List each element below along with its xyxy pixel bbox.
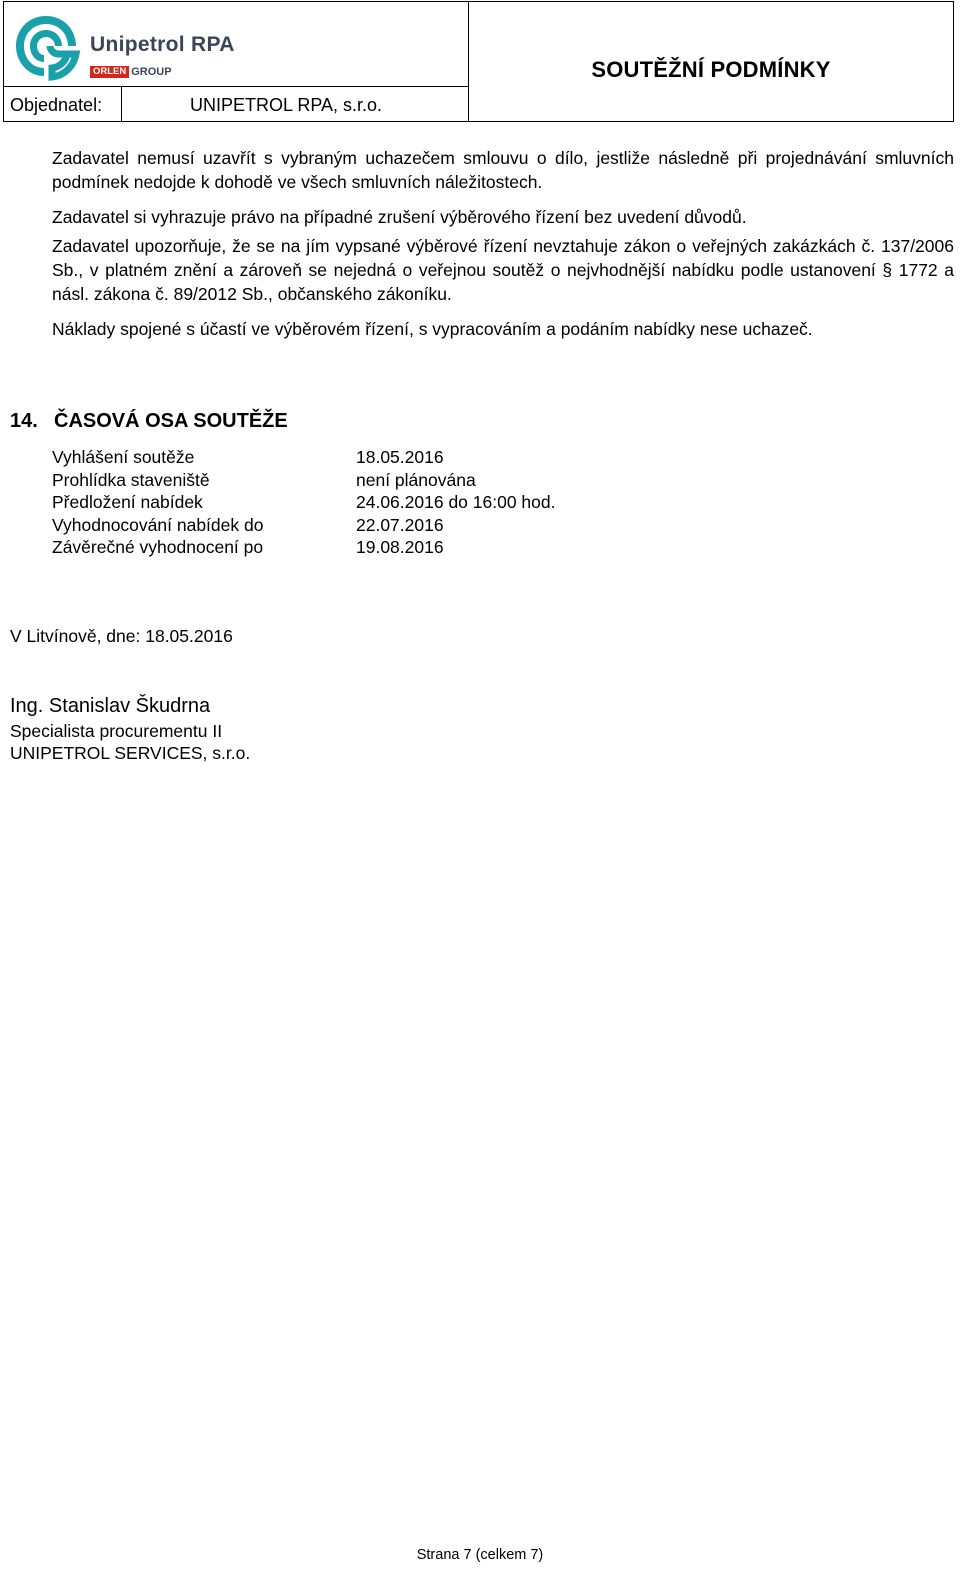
section-title: ČASOVÁ OSA SOUTĚŽE bbox=[54, 410, 288, 432]
timeline-label: Předložení nabídek bbox=[52, 492, 203, 512]
signatory-organization: UNIPETROL SERVICES, s.r.o. bbox=[10, 743, 251, 763]
paragraph-contract: Zadavatel nemusí uzavřít s vybraným uchazečem smlouvu o dílo, jestliže následně při projednávání smluvních podmínek nedojde k dohodě ve všech smluvních náležitostech. bbox=[52, 148, 954, 192]
paragraph-costs: Náklady spojené s účastí ve výběrovém řízení, s vypracováním a podáním nabídky nese uchazeč. bbox=[52, 319, 813, 339]
paragraph-law-notice: Zadavatel upozorňuje, že se na jím vypsané výběrové řízení nevztahuje zákon o veřejných zakázkách č. 137/2006 Sb., v platném znění a zároveň se nejedná o veřejnou soutěž o nejvhodnější nabídku podle ustanovení § 1772 a násl. zákona č. 89/2012 Sb., občanského zákoníku. bbox=[52, 236, 954, 304]
client-label: Objednatel: bbox=[10, 95, 103, 115]
client-value: UNIPETROL RPA, s.r.o. bbox=[190, 95, 383, 115]
signatory-name: Ing. Stanislav Škudrna bbox=[10, 695, 211, 717]
unipetrol-logo-icon bbox=[10, 10, 82, 82]
section-number: 14. bbox=[10, 410, 38, 432]
page-footer: Strana 7 (celkem 7) bbox=[416, 1547, 544, 1563]
signatory-role: Specialista procurementu II bbox=[10, 721, 223, 741]
brand-subtitle bbox=[90, 66, 172, 78]
timeline-value: 19.08.2016 bbox=[356, 537, 444, 557]
brand-group: GROUP bbox=[131, 66, 172, 78]
document-header bbox=[3, 1, 954, 122]
timeline-value: 24.06.2016 do 16:00 hod. bbox=[356, 492, 556, 512]
header-client-label-cell bbox=[4, 87, 122, 121]
document-title: SOUTĚŽNÍ PODMÍNKY bbox=[591, 57, 831, 82]
timeline-value: není plánována bbox=[356, 469, 476, 490]
brand-name: Unipetrol RPA bbox=[90, 33, 235, 56]
timeline-value: 22.07.2016 bbox=[356, 514, 444, 535]
timeline-label: Vyhlášení soutěže bbox=[52, 447, 195, 467]
timeline-label: Závěrečné vyhodnocení po bbox=[52, 537, 264, 557]
section-heading bbox=[10, 410, 288, 433]
header-title-cell bbox=[469, 2, 953, 121]
header-logo-cell bbox=[4, 2, 469, 87]
header-client-value-cell bbox=[122, 87, 469, 121]
timeline-label: Prohlídka staveniště bbox=[52, 469, 210, 490]
orlen-badge: ORLEN bbox=[90, 66, 129, 78]
paragraph-cancel-right: Zadavatel si vyhrazuje právo na případné zrušení výběrového řízení bez uvedení důvodů. bbox=[52, 207, 747, 227]
timeline-value: 18.05.2016 bbox=[356, 447, 444, 467]
timeline-label: Vyhodnocování nabídek do bbox=[52, 514, 264, 535]
place-date: V Litvínově, dne: 18.05.2016 bbox=[10, 626, 233, 646]
